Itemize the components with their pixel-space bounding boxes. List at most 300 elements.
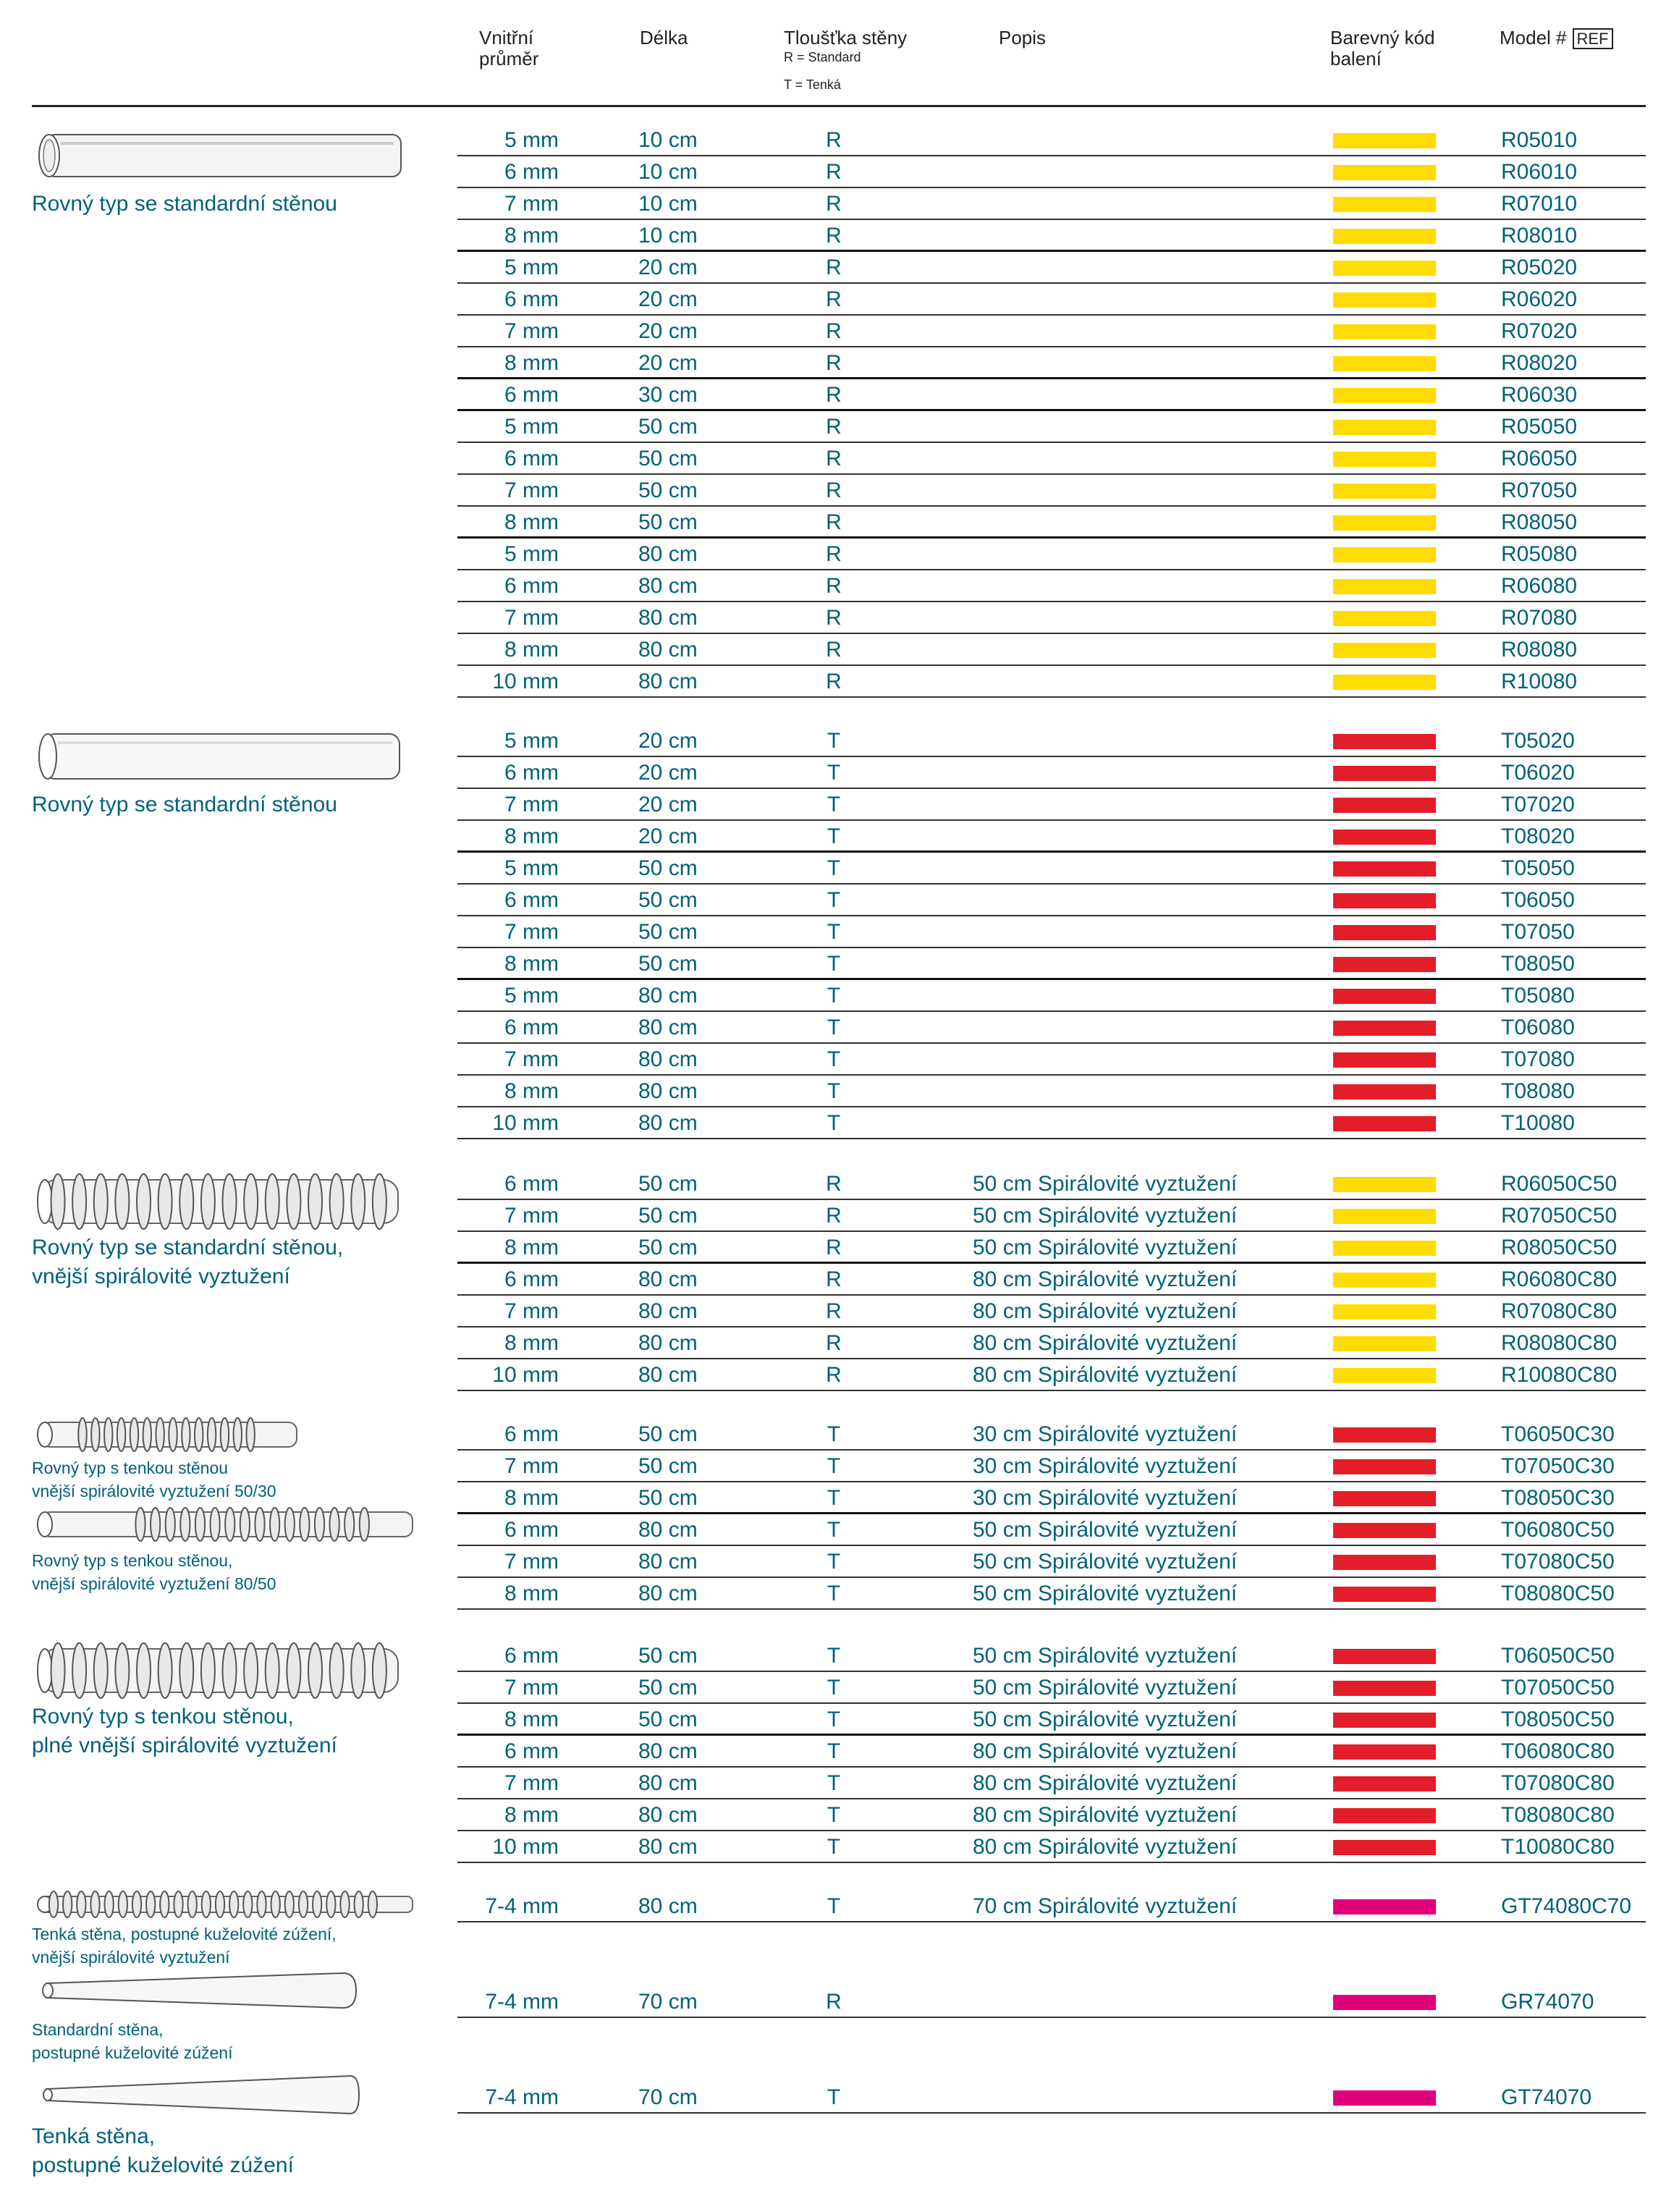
model-number-cell: R05020 — [1501, 256, 1578, 279]
length-cell: 80 cm — [638, 1299, 698, 1323]
length-cell: 80 cm — [638, 1739, 698, 1763]
wall-thickness-cell: R — [826, 1299, 842, 1323]
table-row — [457, 666, 1646, 698]
model-number-cell: R08080 — [1501, 638, 1578, 662]
group-label-4b-line1: Rovný typ s tenkou stěnou, — [32, 1551, 233, 1570]
description-cell: 70 cm Spirálovité vyztužení — [973, 1894, 1238, 1918]
table-row — [457, 1264, 1646, 1296]
length-cell: 20 cm — [638, 761, 698, 785]
color-code-swatch — [1333, 643, 1436, 658]
length-cell: 80 cm — [638, 1363, 698, 1387]
header-rule — [32, 105, 1646, 107]
table-row — [457, 1768, 1646, 1799]
inner-diameter-cell: 8 mm — [504, 1803, 559, 1827]
table-row — [457, 725, 1646, 757]
table-row — [457, 379, 1646, 411]
color-code-swatch — [1333, 861, 1436, 877]
description-cell: 30 cm Spirálovité vyztužení — [973, 1486, 1238, 1510]
inner-diameter-cell: 10 mm — [492, 1835, 559, 1859]
color-code-swatch — [1333, 1459, 1436, 1474]
table-row — [457, 1482, 1646, 1514]
table-row — [457, 507, 1646, 539]
table-row — [457, 1200, 1646, 1232]
model-number-cell: R07080 — [1501, 606, 1578, 630]
description-cell: 50 cm Spirálovité vyztužení — [973, 1172, 1238, 1196]
inner-diameter-cell: 7 mm — [504, 478, 559, 502]
table-row — [457, 284, 1646, 316]
inner-diameter-cell: 7 mm — [504, 1550, 559, 1574]
model-number-cell: T06020 — [1501, 761, 1575, 785]
model-number-cell: T07020 — [1501, 793, 1575, 816]
length-cell: 50 cm — [638, 1707, 698, 1731]
inner-diameter-cell: 7-4 mm — [485, 2085, 559, 2109]
color-code-swatch — [1333, 324, 1436, 339]
model-number-cell: T06050 — [1501, 888, 1575, 912]
description-cell: 80 cm Spirálovité vyztužení — [973, 1803, 1238, 1827]
model-number-cell: R10080 — [1501, 670, 1578, 693]
header-wall-thickness — [784, 28, 907, 93]
wall-thickness-cell: R — [826, 447, 842, 470]
length-cell: 80 cm — [638, 638, 698, 662]
table-row — [457, 1419, 1646, 1451]
wall-thickness-cell: T — [827, 2085, 841, 2109]
model-number-cell: T07050C50 — [1501, 1676, 1615, 1700]
wall-thickness-cell: T — [827, 1111, 841, 1135]
table-row — [457, 1359, 1646, 1391]
wall-thickness-cell: T — [827, 1739, 841, 1763]
inner-diameter-cell: 6 mm — [504, 1518, 559, 1542]
model-number-cell: T10080C80 — [1501, 1835, 1615, 1859]
length-cell: 50 cm — [638, 1204, 698, 1228]
group-label-7-line1: Standardní stěna, — [32, 2020, 164, 2039]
description-cell: 80 cm Spirálovité vyztužení — [973, 1835, 1238, 1859]
partial-spiral-tube-long-icon — [32, 1506, 423, 1543]
color-code-swatch — [1333, 1368, 1436, 1383]
wall-thickness-cell: R — [826, 478, 842, 502]
group-label-8-line2: postupné kuželovité zúžení — [32, 2153, 294, 2177]
wall-thickness-cell: R — [826, 1990, 842, 2014]
wall-thickness-cell: T — [827, 1047, 841, 1071]
model-number-cell: R05010 — [1501, 128, 1578, 152]
inner-diameter-cell: 8 mm — [504, 952, 559, 976]
length-cell: 70 cm — [638, 1990, 698, 2014]
model-number-cell: T06080C50 — [1501, 1518, 1615, 1542]
inner-diameter-cell: 7 mm — [504, 319, 559, 343]
inner-diameter-cell: 8 mm — [504, 1236, 559, 1259]
table-row — [457, 156, 1646, 188]
model-number-cell: T07080 — [1501, 1047, 1575, 1071]
length-cell: 50 cm — [638, 1644, 698, 1668]
inner-diameter-cell: 7-4 mm — [485, 1894, 559, 1918]
color-code-swatch — [1333, 675, 1436, 690]
wall-thickness-cell: R — [826, 128, 842, 152]
inner-diameter-cell: 8 mm — [504, 224, 559, 248]
inner-diameter-cell: 6 mm — [504, 160, 559, 184]
length-cell: 50 cm — [638, 415, 698, 439]
length-cell: 80 cm — [638, 1047, 698, 1071]
wall-thickness-cell: T — [827, 1771, 841, 1795]
table-row — [457, 220, 1646, 252]
color-code-swatch — [1333, 1776, 1436, 1791]
color-code-swatch — [1333, 2090, 1436, 2106]
inner-diameter-cell: 7 mm — [504, 1771, 559, 1795]
model-number-cell: R06080 — [1501, 574, 1578, 598]
model-number-cell: T08080C50 — [1501, 1582, 1615, 1605]
inner-diameter-cell: 8 mm — [504, 510, 559, 534]
group-label-1 — [32, 190, 337, 219]
model-number-cell: R08010 — [1501, 224, 1578, 248]
table-row — [457, 539, 1646, 570]
length-cell: 50 cm — [638, 856, 698, 880]
color-code-swatch — [1333, 229, 1436, 244]
color-code-swatch — [1333, 1241, 1436, 1256]
wall-thickness-cell: T — [827, 1079, 841, 1103]
inner-diameter-cell: 10 mm — [492, 1111, 559, 1135]
group-label-3-line2: vnější spirálovité vyztužení — [32, 1265, 290, 1288]
color-code-swatch — [1333, 1713, 1436, 1728]
description-cell: 50 cm Spirálovité vyztužení — [973, 1644, 1238, 1668]
description-cell: 50 cm Spirálovité vyztužení — [973, 1582, 1238, 1605]
group-label-5-line1: Rovný typ s tenkou stěnou, — [32, 1705, 294, 1728]
model-number-cell: GR74070 — [1501, 1990, 1594, 2014]
wall-thickness-cell: T — [827, 1486, 841, 1510]
color-code-swatch — [1333, 388, 1436, 403]
group-label-1-line1: Rovný typ se standardní stěnou — [32, 192, 337, 216]
wall-thickness-cell: R — [826, 1363, 842, 1387]
table-row — [457, 1327, 1646, 1359]
color-code-swatch — [1333, 1272, 1436, 1288]
length-cell: 50 cm — [638, 1486, 698, 1510]
wall-thickness-cell: T — [827, 1422, 841, 1446]
inner-diameter-cell: 6 mm — [504, 287, 559, 311]
header-length: Délka — [640, 27, 688, 48]
length-cell: 80 cm — [638, 1771, 698, 1795]
group-label-8-line1: Tenká stěna, — [32, 2124, 156, 2148]
model-number-cell: R06030 — [1501, 383, 1578, 407]
color-code-swatch — [1333, 1555, 1436, 1570]
description-cell: 80 cm Spirálovité vyztužení — [973, 1739, 1238, 1763]
spiral-reinforced-tube-icon — [32, 1171, 408, 1232]
wall-thickness-cell: T — [827, 1518, 841, 1542]
color-code-swatch — [1333, 1177, 1436, 1192]
color-code-swatch — [1333, 133, 1436, 148]
model-number-cell: R05050 — [1501, 415, 1578, 439]
model-number-cell: GT74070 — [1501, 2085, 1592, 2109]
wall-thickness-cell: T — [827, 1803, 841, 1827]
length-cell: 50 cm — [638, 952, 698, 976]
color-code-swatch — [1333, 420, 1436, 435]
inner-diameter-cell: 6 mm — [504, 1267, 559, 1291]
model-number-cell: T06050C50 — [1501, 1644, 1615, 1668]
color-code-swatch — [1333, 989, 1436, 1004]
color-code-swatch — [1333, 165, 1436, 180]
model-number-cell: T08050 — [1501, 952, 1575, 976]
inner-diameter-cell: 7 mm — [504, 920, 559, 944]
color-code-swatch — [1333, 1840, 1436, 1855]
model-number-cell: T07080C80 — [1501, 1771, 1615, 1795]
model-number-cell: R08080C80 — [1501, 1331, 1618, 1355]
model-number-cell: R07020 — [1501, 319, 1578, 343]
length-cell: 80 cm — [638, 1550, 698, 1574]
inner-diameter-cell: 5 mm — [504, 856, 559, 880]
straight-tube-thin-icon — [32, 730, 408, 783]
description-cell: 80 cm Spirálovité vyztužení — [973, 1299, 1238, 1323]
color-code-swatch — [1333, 611, 1436, 626]
table-row — [457, 570, 1646, 602]
inner-diameter-cell: 7 mm — [504, 1676, 559, 1700]
length-cell: 80 cm — [638, 1079, 698, 1103]
wall-thickness-cell: T — [827, 1707, 841, 1731]
model-number-cell: T05080 — [1501, 984, 1575, 1008]
wall-thickness-cell: R — [826, 574, 842, 598]
color-code-swatch — [1333, 830, 1436, 845]
length-cell: 70 cm — [638, 2085, 698, 2109]
length-cell: 20 cm — [638, 729, 698, 753]
color-code-swatch — [1333, 261, 1436, 276]
wall-thickness-cell: T — [827, 920, 841, 944]
length-cell: 20 cm — [638, 793, 698, 816]
inner-diameter-cell: 5 mm — [504, 256, 559, 279]
wall-thickness-cell: R — [826, 670, 842, 693]
color-code-swatch — [1333, 1021, 1436, 1036]
wall-thickness-cell: T — [827, 1894, 841, 1918]
group-label-3 — [32, 1233, 343, 1291]
table-row — [457, 634, 1646, 666]
table-row — [457, 1044, 1646, 1076]
wall-thickness-cell: T — [827, 984, 841, 1008]
inner-diameter-cell: 5 mm — [504, 542, 559, 566]
group-label-7 — [32, 2018, 232, 2064]
table-row — [457, 1831, 1646, 1863]
model-number-cell: R06020 — [1501, 287, 1578, 311]
length-cell: 80 cm — [638, 1518, 698, 1542]
inner-diameter-cell: 7 mm — [504, 1204, 559, 1228]
table-row — [457, 1672, 1646, 1704]
color-code-swatch — [1333, 1116, 1436, 1131]
table-row — [457, 948, 1646, 980]
description-cell: 50 cm Spirálovité vyztužení — [973, 1676, 1238, 1700]
length-cell: 10 cm — [638, 224, 698, 248]
table-row — [457, 1986, 1646, 2018]
inner-diameter-cell: 6 mm — [504, 383, 559, 407]
inner-diameter-cell: 6 mm — [504, 1739, 559, 1763]
wall-thickness-cell: R — [826, 1204, 842, 1228]
inner-diameter-cell: 6 mm — [504, 761, 559, 785]
color-code-swatch — [1333, 1808, 1436, 1823]
model-number-cell: T06050C30 — [1501, 1422, 1615, 1446]
table-row — [457, 316, 1646, 347]
wall-thickness-cell: R — [826, 542, 842, 566]
table-row — [457, 757, 1646, 789]
wall-thickness-cell: R — [826, 383, 842, 407]
wall-thickness-cell: T — [827, 1016, 841, 1039]
color-code-swatch — [1333, 1523, 1436, 1538]
model-number-cell: R06080C80 — [1501, 1267, 1618, 1291]
table-row — [457, 2082, 1646, 2114]
inner-diameter-cell: 8 mm — [504, 638, 559, 662]
wall-thickness-cell: R — [826, 1267, 842, 1291]
model-number-cell: T07080C50 — [1501, 1550, 1615, 1574]
length-cell: 80 cm — [638, 1894, 698, 1918]
length-cell: 10 cm — [638, 192, 698, 216]
color-code-swatch — [1333, 1587, 1436, 1602]
table-row — [457, 1640, 1646, 1672]
model-number-cell: T07050C30 — [1501, 1454, 1615, 1478]
inner-diameter-cell: 7 mm — [504, 1454, 559, 1478]
inner-diameter-cell: 8 mm — [504, 1079, 559, 1103]
header-color-code-line2: balení — [1330, 48, 1382, 69]
model-number-cell: R05080 — [1501, 542, 1578, 566]
table-row — [457, 443, 1646, 475]
length-cell: 50 cm — [638, 1172, 698, 1196]
table-row — [457, 980, 1646, 1012]
model-number-cell: R08050C50 — [1501, 1236, 1618, 1259]
wall-thickness-cell: T — [827, 1454, 841, 1478]
description-cell: 30 cm Spirálovité vyztužení — [973, 1454, 1238, 1478]
group-label-5-line2: plné vnější spirálovité vyztužení — [32, 1734, 337, 1757]
length-cell: 30 cm — [638, 383, 698, 407]
inner-diameter-cell: 7 mm — [504, 793, 559, 816]
table-row — [457, 885, 1646, 916]
length-cell: 50 cm — [638, 888, 698, 912]
group-label-4b — [32, 1549, 276, 1595]
inner-diameter-cell: 8 mm — [504, 1331, 559, 1355]
color-code-swatch — [1333, 1899, 1436, 1915]
header-model — [1500, 28, 1613, 49]
color-code-swatch — [1333, 579, 1436, 594]
length-cell: 50 cm — [638, 1236, 698, 1259]
wall-thickness-cell: R — [826, 351, 842, 375]
color-code-swatch — [1333, 1744, 1436, 1760]
model-number-cell: T08050C50 — [1501, 1707, 1615, 1731]
header-color-code — [1330, 28, 1435, 69]
wall-thickness-cell: T — [827, 952, 841, 976]
description-cell: 80 cm Spirálovité vyztužení — [973, 1363, 1238, 1387]
inner-diameter-cell: 6 mm — [504, 574, 559, 598]
table-row — [457, 252, 1646, 284]
description-cell: 80 cm Spirálovité vyztužení — [973, 1331, 1238, 1355]
tapered-spiral-tube-icon — [32, 1888, 423, 1921]
color-code-swatch — [1333, 452, 1436, 467]
inner-diameter-cell: 10 mm — [492, 1363, 559, 1387]
length-cell: 80 cm — [638, 1016, 698, 1039]
inner-diameter-cell: 5 mm — [504, 128, 559, 152]
group-label-6-line2: vnější spirálovité vyztužení — [32, 1948, 230, 1967]
inner-diameter-cell: 10 mm — [492, 670, 559, 693]
ref-symbol: REF — [1573, 28, 1613, 49]
length-cell: 20 cm — [638, 351, 698, 375]
group-label-2 — [32, 790, 337, 819]
description-cell: 50 cm Spirálovité vyztužení — [973, 1236, 1238, 1259]
wall-thickness-cell: R — [826, 192, 842, 216]
group-label-4-line2: vnější spirálovité vyztužení 50/30 — [32, 1482, 276, 1500]
model-number-cell: R06050 — [1501, 447, 1578, 470]
wall-thickness-cell: T — [827, 1550, 841, 1574]
model-number-cell: T05050 — [1501, 856, 1575, 880]
length-cell: 10 cm — [638, 160, 698, 184]
group-label-6 — [32, 1922, 337, 1969]
color-code-swatch — [1333, 292, 1436, 308]
color-code-swatch — [1333, 957, 1436, 972]
model-number-cell: R08050 — [1501, 510, 1578, 534]
length-cell: 50 cm — [638, 510, 698, 534]
model-number-cell: T10080 — [1501, 1111, 1575, 1135]
model-number-cell: T08080 — [1501, 1079, 1575, 1103]
table-row — [457, 1799, 1646, 1831]
inner-diameter-cell: 6 mm — [504, 1422, 559, 1446]
wall-thickness-cell: T — [827, 824, 841, 848]
inner-diameter-cell: 8 mm — [504, 351, 559, 375]
color-code-swatch — [1333, 1649, 1436, 1664]
tapered-tube-thin-icon — [32, 2072, 365, 2118]
table-row — [457, 347, 1646, 379]
table-row — [457, 1168, 1646, 1200]
model-number-cell: R07080C80 — [1501, 1299, 1618, 1323]
group-label-7-line2: postupné kuželovité zúžení — [32, 2043, 233, 2062]
wall-thickness-cell: R — [826, 287, 842, 311]
wall-thickness-cell: T — [827, 793, 841, 816]
description-cell: 30 cm Spirálovité vyztužení — [973, 1422, 1238, 1446]
model-number-cell: R10080C80 — [1501, 1363, 1618, 1387]
header-wall-legend-r: R = Standard — [784, 50, 861, 64]
tapered-tube-standard-icon — [32, 1969, 365, 2012]
length-cell: 50 cm — [638, 1422, 698, 1446]
length-cell: 80 cm — [638, 1111, 698, 1135]
header-description: Popis — [999, 27, 1047, 48]
table-row — [457, 853, 1646, 885]
model-number-cell: T06080C80 — [1501, 1739, 1615, 1763]
length-cell: 80 cm — [638, 984, 698, 1008]
length-cell: 80 cm — [638, 574, 698, 598]
header-inner-diameter-line1: Vnitřní — [479, 27, 534, 48]
length-cell: 20 cm — [638, 287, 698, 311]
model-number-cell: GT74080C70 — [1501, 1894, 1632, 1918]
model-number-cell: T05020 — [1501, 729, 1575, 753]
wall-thickness-cell: R — [826, 638, 842, 662]
group-label-4b-line2: vnější spirálovité vyztužení 80/50 — [32, 1574, 276, 1593]
table-row — [457, 411, 1646, 443]
length-cell: 80 cm — [638, 1267, 698, 1291]
inner-diameter-cell: 6 mm — [504, 1172, 559, 1196]
wall-thickness-cell: R — [826, 319, 842, 343]
inner-diameter-cell: 7 mm — [504, 192, 559, 216]
inner-diameter-cell: 8 mm — [504, 824, 559, 848]
header-model-label: Model # — [1500, 27, 1567, 48]
color-code-swatch — [1333, 547, 1436, 562]
color-code-swatch — [1333, 1084, 1436, 1099]
length-cell: 50 cm — [638, 920, 698, 944]
inner-diameter-cell: 8 mm — [504, 1582, 559, 1605]
table-row — [457, 1704, 1646, 1736]
table-row — [457, 1451, 1646, 1482]
length-cell: 80 cm — [638, 1835, 698, 1859]
table-row — [457, 602, 1646, 634]
wall-thickness-cell: T — [827, 1644, 841, 1668]
inner-diameter-cell: 7 mm — [504, 606, 559, 630]
group-label-5 — [32, 1702, 337, 1760]
color-code-swatch — [1333, 1336, 1436, 1351]
description-cell: 80 cm Spirálovité vyztužení — [973, 1771, 1238, 1795]
color-code-swatch — [1333, 1995, 1436, 2010]
color-code-swatch — [1333, 1427, 1436, 1443]
inner-diameter-cell: 7 mm — [504, 1299, 559, 1323]
length-cell: 80 cm — [638, 606, 698, 630]
model-number-cell: R07050C50 — [1501, 1204, 1618, 1228]
header-color-code-line1: Barevný kód — [1330, 27, 1435, 48]
length-cell: 50 cm — [638, 1454, 698, 1478]
wall-thickness-cell: R — [826, 1236, 842, 1259]
wall-thickness-cell: R — [826, 224, 842, 248]
